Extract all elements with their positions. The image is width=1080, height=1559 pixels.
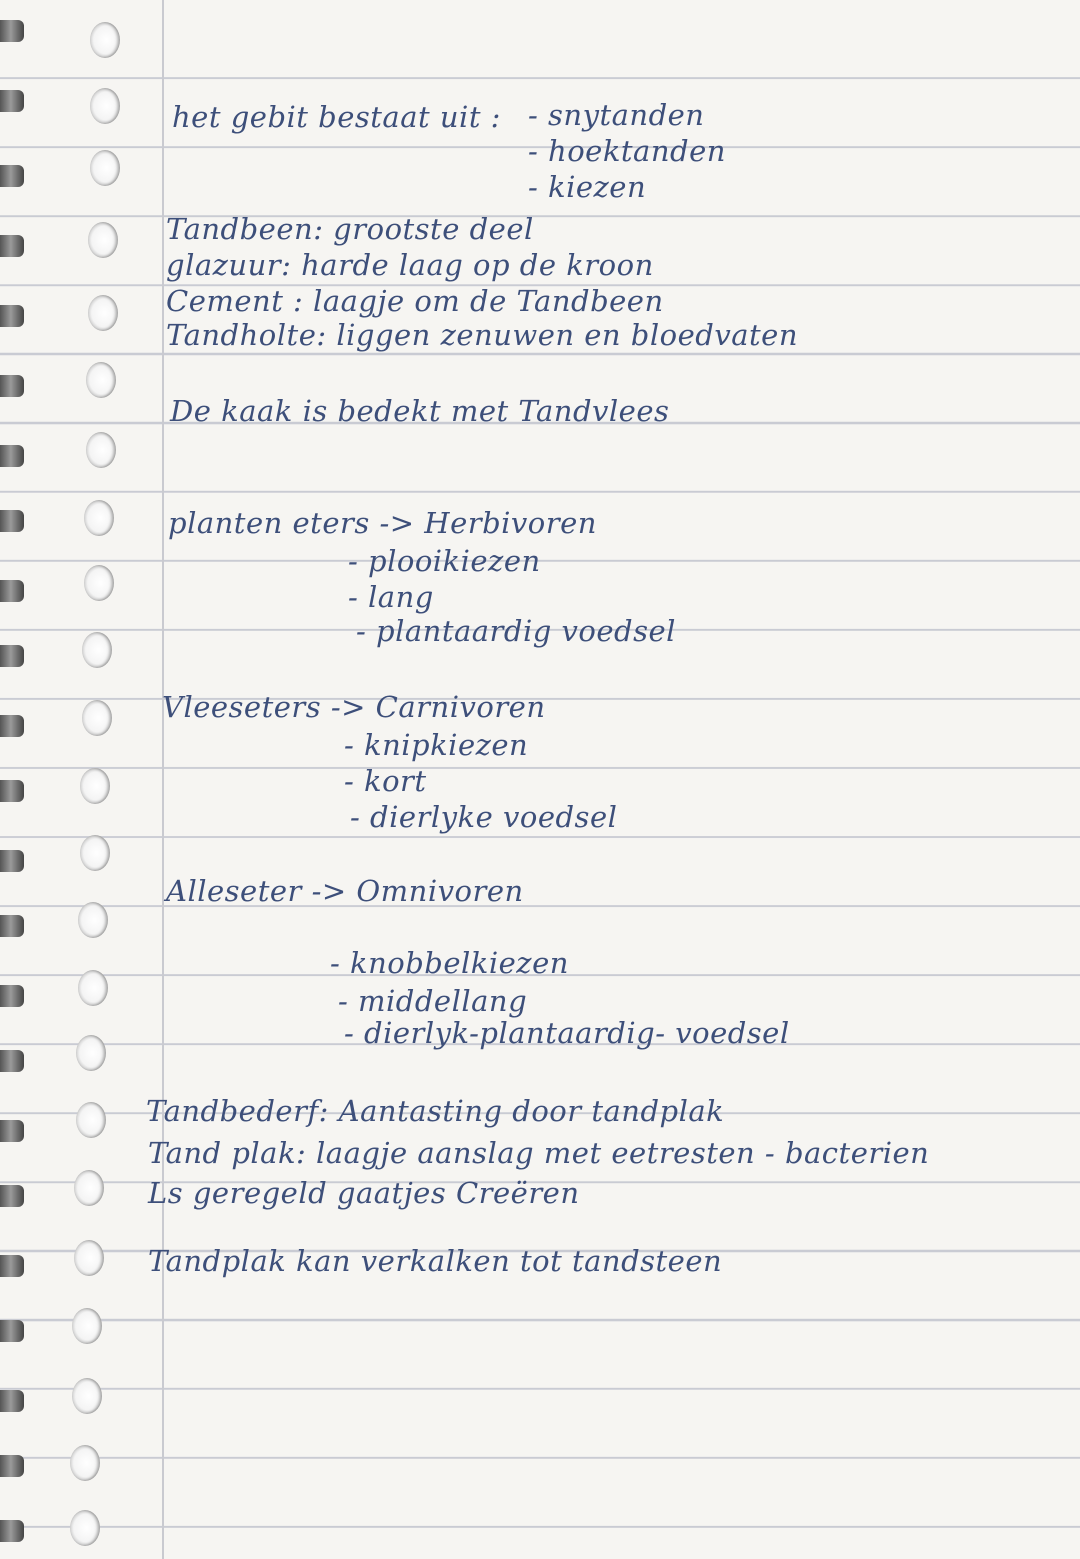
note-line: Tandbederf: Aantasting door tandplak <box>146 1094 725 1128</box>
note-line: Tand plak: laagje aanslag met eetresten - bacterien <box>148 1136 930 1170</box>
note-line: - plooikiezen <box>348 544 541 578</box>
note-line: - knipkiezen <box>344 728 529 762</box>
note-line: - dierlyke voedsel <box>350 800 618 834</box>
note-line: De kaak is bedekt met Tandvlees <box>170 394 670 428</box>
note-line: - kiezen <box>528 170 647 204</box>
note-line: - plantaardig voedsel <box>356 614 676 648</box>
note-line: Alleseter -> Omnivoren <box>166 874 524 908</box>
note-line: Vleeseters -> Carnivoren <box>162 690 546 724</box>
note-line: Cement : laagje om de Tandbeen <box>166 284 664 318</box>
note-line: glazuur: harde laag op de kroon <box>166 248 654 282</box>
note-line: - kort <box>344 764 427 798</box>
note-line: Ls geregeld gaatjes Creëren <box>148 1176 580 1210</box>
note-line: - lang <box>348 580 434 614</box>
note-line: Tandholte: liggen zenuwen en bloedvaten <box>166 318 798 352</box>
note-line: Tandplak kan verkalken tot tandsteen <box>148 1244 723 1278</box>
note-line: - dierlyk-plantaardig- voedsel <box>344 1016 790 1050</box>
note-line: Tandbeen: grootste deel <box>166 212 534 246</box>
note-line: planten eters -> Herbivoren <box>168 506 597 540</box>
note-line: - snytanden <box>528 98 705 132</box>
note-line: - knobbelkiezen <box>330 946 569 980</box>
note-line: - middellang <box>338 984 528 1018</box>
note-line: - hoektanden <box>528 134 726 168</box>
note-line: het gebit bestaat uit : <box>172 100 501 134</box>
